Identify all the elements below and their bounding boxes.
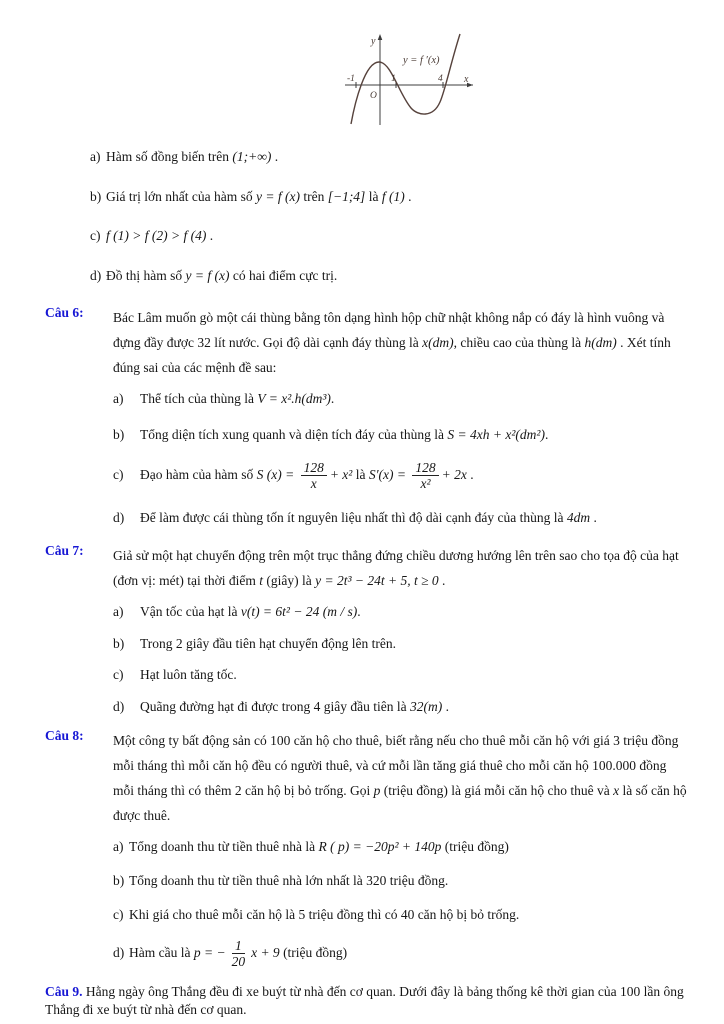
statement-text: Tổng diện tích xung quanh và diện tích đáy của thùng là S = 4xh + x²(dm²). — [140, 426, 549, 442]
tick-label-4: 4 — [438, 74, 443, 84]
statement-c — [90, 226, 690, 246]
question-9-text: Hằng ngày ông Thắng đều đi xe buýt từ nhà đến cơ quan. Dưới đây là bảng thống kê thời gian của 100 lần ông Thắng đi xe buýt từ nhà đến cơ quan. — [45, 984, 684, 1017]
statement-a — [113, 602, 690, 622]
statement-marker: c) — [90, 228, 101, 244]
statement-marker: b) — [113, 426, 125, 442]
statement-text: Giá trị lớn nhất của hàm số y = f (x) trên [−1;4] là f (1) . — [106, 188, 412, 204]
question-6 — [45, 305, 690, 380]
question-8-text: Một công ty bất động sản có 100 căn hộ cho thuê, biết rằng nếu cho thuê mỗi căn hộ với giá 3 triệu đồng mỗi tháng thì mỗi căn hộ đều có người thuê, và cứ mỗi lần tăng giá thuê cho mỗi căn hộ 100.000 đồng mỗi tháng thì có thêm 2 căn hộ bị bỏ trống. Gọi p (triệu đồng) là giá mỗi căn hộ cho thuê và x là số căn hộ được thuê. — [113, 733, 687, 824]
statement-text: Để làm được cái thùng tốn ít nguyên liệu nhất thì độ dài cạnh đáy của thùng là 4dm . — [140, 509, 597, 525]
statement-d — [90, 266, 690, 286]
statement-b — [113, 871, 690, 891]
statement-c — [113, 905, 690, 925]
question-9 — [45, 983, 690, 1018]
question-8 — [45, 728, 690, 828]
question-7 — [45, 543, 690, 593]
question-9-number: Câu 9. — [45, 984, 83, 1000]
question-6-number: Câu 6: — [45, 305, 84, 321]
statement-b — [90, 187, 690, 207]
y-axis-label: y — [371, 36, 376, 47]
statement-text: Hàm số đồng biến trên (1;+∞) . — [106, 149, 279, 164]
statement-d — [113, 697, 690, 717]
statement-text: f (1) > f (2) > f (4) . — [106, 228, 214, 244]
statement-c — [113, 665, 690, 685]
x-axis-label: x — [464, 74, 469, 85]
question-5-statements — [45, 147, 690, 285]
statement-text: Khi giá cho thuê mỗi căn hộ là 5 triệu đồng thì có 40 căn hộ bị bỏ trống. — [129, 906, 520, 922]
function-graph — [343, 32, 483, 127]
statement-text: Quãng đường hạt đi được trong 4 giây đầu tiên là 32(m) . — [140, 698, 449, 714]
tick-label-1: 1 — [391, 74, 396, 84]
question-6-statements — [45, 389, 690, 527]
statement-b — [113, 425, 690, 445]
origin-label: O — [370, 91, 377, 101]
question-8-number: Câu 8: — [45, 728, 84, 744]
question-7-number: Câu 7: — [45, 543, 84, 559]
statement-marker: c) — [113, 906, 124, 922]
tick-label-neg1: -1 — [347, 74, 355, 84]
statement-b — [113, 634, 690, 654]
statement-a — [113, 837, 690, 857]
statement-marker: a) — [90, 149, 101, 164]
statement-marker: a) — [113, 604, 124, 620]
statement-d — [113, 508, 690, 528]
question-7-statements — [45, 602, 690, 716]
statement-text: Vận tốc của hạt là v(t) = 6t² − 24 (m / s). — [140, 604, 361, 620]
statement-text: Đồ thị hàm số y = f (x) có hai điểm cực trị. — [106, 267, 338, 283]
question-7-text: Giả sử một hạt chuyển động trên một trục thẳng đứng chiều dương hướng lên trên sao cho tọa độ của hạt (đơn vị: mét) tại thời điểm t (giây) là y = 2t³ − 24t + 5, t ≥ 0 . — [113, 548, 679, 589]
statement-text: Tổng doanh thu từ tiền thuê nhà lớn nhất là 320 triệu đồng. — [129, 872, 449, 888]
function-graph-figure — [343, 32, 483, 127]
curve-equation-label: y = f ′(x) — [403, 55, 440, 66]
statement-marker: b) — [90, 188, 102, 204]
statement-marker: d) — [113, 509, 125, 525]
question-8-statements — [45, 837, 690, 969]
statement-marker: b) — [113, 635, 125, 651]
statement-marker: d) — [113, 698, 125, 714]
statement-text: Thể tích của thùng là V = x².h(dm³). — [140, 391, 335, 407]
statement-marker: c) — [113, 667, 124, 683]
statement-marker: d) — [90, 267, 102, 283]
statement-a — [113, 389, 690, 409]
y-axis-arrow-icon — [378, 34, 383, 40]
function-curve — [351, 34, 460, 124]
statement-text: Tổng doanh thu từ tiền thuê nhà là R ( p) = −20p² + 140p (triệu đồng) — [129, 839, 509, 855]
statement-marker: a) — [113, 391, 124, 407]
statement-marker: a) — [113, 839, 124, 855]
statement-d — [113, 938, 690, 969]
statement-a — [90, 147, 690, 167]
statement-text: Đạo hàm của hàm số S (x) = $\frac{128}{x}$ + x² là S′(x) = $\frac{128}{\text{x²}}$ + 2x . — [140, 460, 474, 492]
question-6-text: Bác Lâm muốn gò một cái thùng bằng tôn dạng hình hộp chữ nhật không nắp có đáy là hình vuông và đựng đầy được 32 lít nước. Gọi độ dài cạnh đáy thùng là x(dm), chiều cao của thùng là h(dm) . Xét tính đúng sai của các mệnh đề sau: — [113, 310, 671, 376]
statement-text: Hạt luôn tăng tốc. — [140, 667, 237, 683]
statement-marker: d) — [113, 944, 125, 960]
statement-text: Hàm cầu là p = − $\frac{1}{20}$ x + 9 (triệu đồng) — [129, 938, 348, 970]
statement-marker: c) — [113, 467, 124, 483]
statement-marker: b) — [113, 872, 125, 888]
statement-c — [113, 460, 690, 491]
statement-text: Trong 2 giây đầu tiên hạt chuyển động lên trên. — [140, 635, 396, 651]
